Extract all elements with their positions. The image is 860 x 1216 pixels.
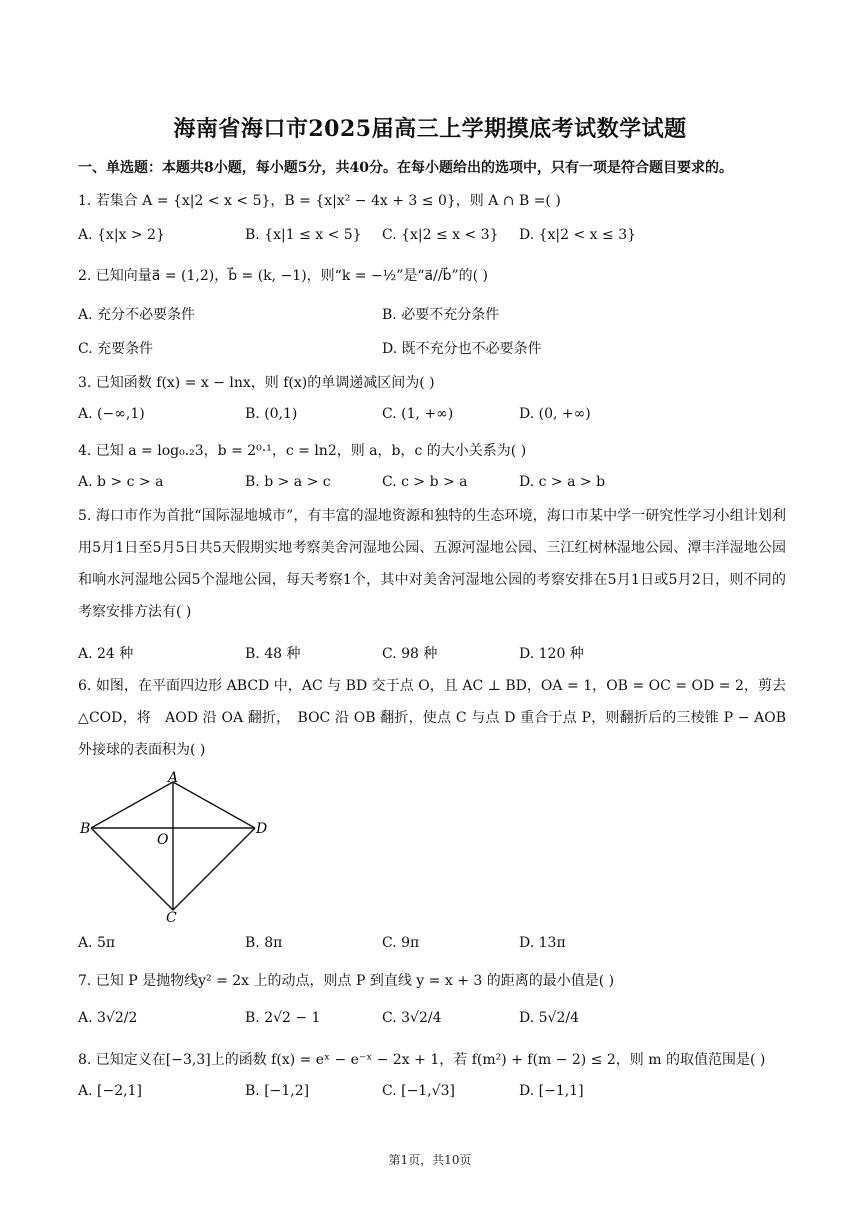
q4-option-b: B. b > a > c (245, 474, 331, 490)
q1-option-a: A. {x|x > 2} (78, 227, 165, 243)
q8-option-b: B. [−1,2] (245, 1083, 310, 1099)
edge-ab (91, 782, 173, 828)
question-4: 4. 已知 a = log₀.₂3，b = 2⁰·¹，c = ln2，则 a，b，c 的大小关系为( ) (78, 443, 527, 459)
q2-option-a: A. 充分不必要条件 (78, 307, 196, 323)
q1-option-b: B. {x|1 ≤ x < 5} (245, 227, 362, 243)
question-7: 7. 已知 P 是抛物线y² = 2x 上的动点，则点 P 到直线 y = x + 3 的距离的最小值是( ) (78, 973, 615, 989)
q6-option-d: D. 13π (519, 935, 566, 951)
q2-option-d: D. 既不充分也不必要条件 (382, 341, 542, 357)
q7-option-a: A. 3√2/2 (78, 1010, 138, 1026)
q5-option-d: D. 120 种 (519, 646, 584, 662)
q5-option-b: B. 48 种 (245, 646, 301, 662)
q5-option-c: C. 98 种 (382, 646, 438, 662)
q4-option-c: C. c > b > a (382, 474, 468, 490)
q3-option-c: C. (1, +∞) (382, 406, 454, 422)
question-2: 2. 已知向量a⃗ = (1,2)，b⃗ = (k, −1)，则“k = −½”是“a⃗//b⃗”的( ) (78, 268, 488, 284)
edge-ad (173, 782, 255, 828)
question-5: 5. 海口市作为首批“国际湿地城市”，有丰富的湿地资源和独特的生态环境，海口市某中学一研究性学习小组计划利用5月1日至5月5日共5天假期实地考察美舍河湿地公园、五源河湿地公园、三江红树林湿地公园、潭丰洋湿地公园和响水河湿地公园5个湿地公园，每天考察1个，其中对美舍河湿地公园的考察安排在5月1日或5月2日，则不同的考察安排方法有( ) (78, 508, 786, 620)
label-a: A (168, 770, 179, 786)
q8-option-d: D. [−1,1] (519, 1083, 584, 1099)
q6-option-a: A. 5π (78, 935, 116, 951)
q3-option-d: D. (0, +∞) (519, 406, 591, 422)
q1-option-c: C. {x|2 ≤ x < 3} (382, 227, 499, 243)
label-c: C (166, 910, 177, 925)
quadrilateral-figure (78, 770, 278, 925)
question-3: 3. 已知函数 f(x) = x − lnx，则 f(x)的单调递减区间为( ) (78, 375, 435, 391)
q4-option-d: D. c > a > b (519, 474, 606, 490)
label-d: D (256, 821, 268, 837)
q2-option-c: C. 充要条件 (78, 341, 154, 357)
question-6: 6. 如图，在平面四边形 ABCD 中，AC 与 BD 交于点 O，且 AC ⊥ BD，OA = 1，OB = OC = OD = 2，剪去△COD，将 AOD 沿 OA 翻折， BOC 沿 OB 翻折，使点 C 与点 D 重合于点 P，则翻折后的三棱锥 P − AOB 外接球的表面积为( ) (78, 678, 786, 758)
q8-option-c: C. [−1,√3] (382, 1083, 455, 1099)
q7-option-b: B. 2√2 − 1 (245, 1010, 321, 1026)
label-b: B (80, 821, 91, 837)
question-8: 8. 已知定义在[−3,3]上的函数 f(x) = eˣ − e⁻ˣ − 2x + 1，若 f(m²) + f(m − 2) ≤ 2，则 m 的取值范围是( ) (78, 1052, 766, 1068)
q6-option-b: B. 8π (245, 935, 283, 951)
q5-option-a: A. 24 种 (78, 646, 134, 662)
q3-option-a: A. (−∞,1) (78, 406, 145, 422)
q7-option-c: C. 3√2/4 (382, 1010, 442, 1026)
section-heading: 一、单选题：本题共8小题，每小题5分，共40分。在每小题给出的选项中，只有一项是符合题目要求的。 (78, 160, 733, 176)
q8-option-a: A. [−2,1] (78, 1083, 142, 1099)
q3-option-b: B. (0,1) (245, 406, 298, 422)
label-o: O (157, 832, 169, 848)
page-footer: 第1页，共10页 (388, 1153, 472, 1167)
edge-cd (173, 828, 255, 910)
q4-option-a: A. b > c > a (78, 474, 164, 490)
q7-option-d: D. 5√2/4 (519, 1010, 579, 1026)
question-1: 1. 若集合 A = {x|2 < x < 5}，B = {x|x² − 4x + 3 ≤ 0}，则 A ∩ B =( ) (78, 193, 561, 209)
q2-option-b: B. 必要不充分条件 (382, 307, 500, 323)
q6-option-c: C. 9π (382, 935, 420, 951)
q1-option-d: D. {x|2 < x ≤ 3} (519, 227, 637, 243)
page-title: 海南省海口市2025届高三上学期摸底考试数学试题 (173, 116, 687, 142)
